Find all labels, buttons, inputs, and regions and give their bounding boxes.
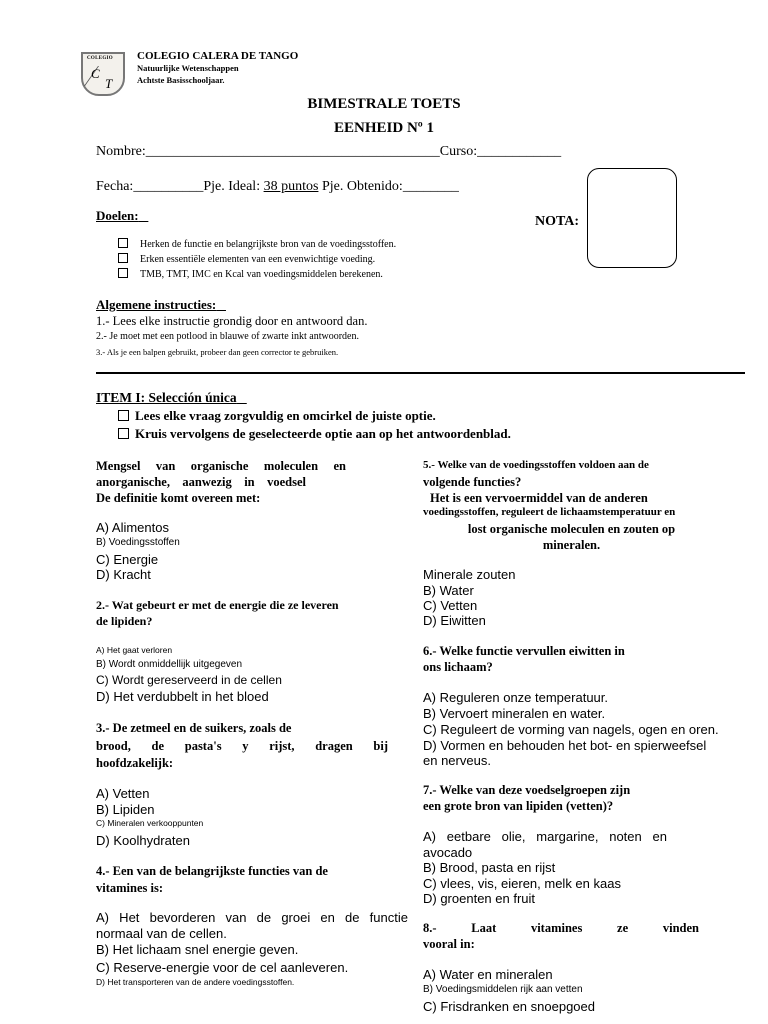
q2-line: 2.- Wat gebeurt er met de energie die ze leveren (96, 598, 339, 612)
q1-line: anorganische, aanwezig in voedsel (96, 475, 306, 489)
instructie-3: 3.- Als je een balpen gebruikt, probeer dan geen corrector te gebruiken. (96, 347, 339, 357)
doel-item: Herken de functie en belangrijkste bron van de voedingsstoffen. (118, 238, 396, 250)
q5-line: mineralen. (542, 538, 601, 552)
q7-line: 7.- Welke van deze voedselgroepen zijn (423, 783, 631, 797)
q7-option-a[interactable]: A) eetbare olie, margarine, noten en (423, 829, 667, 844)
q6-option-a[interactable]: A) Reguleren onze temperatuur. (423, 690, 608, 705)
q4-line: 4.- Een van de belangrijkste functies van de (96, 864, 328, 878)
q4-option-b[interactable]: B) Het lichaam snel energie geven. (96, 942, 299, 957)
q4-line: vitamines is: (96, 881, 164, 895)
q7-option-a-cont[interactable]: avocado (423, 845, 473, 860)
q8-option-b[interactable]: B) Voedingsmiddelen rijk aan vetten (423, 984, 583, 995)
instructie-1: 1.- Lees elke instructie grondig door en antwoord dan. (96, 314, 368, 328)
q4-option-c[interactable]: C) Reserve-energie voor de cel aanleveren. (96, 960, 349, 975)
q5-option-c[interactable]: C) Vetten (423, 598, 478, 613)
q5-line: lost organische moleculen en zouten op (467, 522, 676, 536)
q8-option-a[interactable]: A) Water en mineralen (423, 967, 553, 982)
q4-option-a-cont[interactable]: normaal van de cellen. (96, 926, 227, 941)
q1-line: Mengsel van organische moleculen en (96, 459, 346, 473)
q1-option-a[interactable]: A) Alimentos (96, 520, 169, 535)
q1-option-d[interactable]: D) Kracht (96, 567, 151, 582)
q2-option-a[interactable]: A) Het gaat verloren (96, 645, 173, 655)
item1-instruction-1: Lees elke vraag zorgvuldig en omcirkel de juiste optie. (118, 408, 436, 424)
grade-name: Achtste Basisschooljaar. (137, 75, 225, 85)
q3-line: 3.- De zetmeel en de suikers, zoals de (96, 721, 292, 735)
logo-letter-t: T (105, 76, 113, 91)
q6-option-b[interactable]: B) Vervoert mineralen en water. (423, 706, 606, 721)
q6-line: 6.- Welke functie vervullen eiwitten in (423, 644, 625, 658)
q2-option-d[interactable]: D) Het verdubbelt in het bloed (96, 689, 269, 704)
q7-option-b[interactable]: B) Brood, pasta en rijst (423, 860, 556, 875)
q8-option-c[interactable]: C) Frisdranken en snoepgoed (423, 999, 595, 1014)
instructie-2: 2.- Je moet met een potlood in blauwe of zwarte inkt antwoorden. (96, 331, 359, 342)
q3-option-b[interactable]: B) Lipiden (96, 802, 155, 817)
q1-option-c[interactable]: C) Energie (96, 552, 159, 567)
q3-option-a[interactable]: A) Vetten (96, 786, 150, 801)
q1-line: De definitie komt overeen met: (96, 491, 261, 505)
q4-option-d[interactable]: D) Het transporteren van de andere voedingsstoffen. (96, 977, 295, 987)
q7-option-c[interactable]: C) vlees, vis, eieren, melk en kaas (423, 876, 621, 891)
q2-option-b[interactable]: B) Wordt onmiddellijk uitgegeven (96, 659, 243, 670)
q6-option-d-cont[interactable]: en nerveus. (423, 753, 491, 768)
test-title: BIMESTRALE TOETS (307, 96, 461, 112)
q6-option-d[interactable]: D) Vormen en behouden het bot- en spierweefsel (423, 738, 707, 753)
school-name: COLEGIO CALERA DE TANGO (137, 50, 299, 62)
q2-line: de lipiden? (96, 614, 153, 628)
nota-box[interactable] (587, 168, 677, 268)
q5-line: volgende functies? (423, 475, 522, 489)
q6-line: ons lichaam? (423, 660, 493, 674)
doel-item: TMB, TMT, IMC en Kcal van voedingsmiddelen berekenen. (118, 268, 383, 280)
q5-line: voedingsstoffen, reguleert de lichaamstemperatuur en (423, 506, 676, 518)
item1-heading: ITEM I: Selección única (96, 390, 237, 405)
instructies-heading: Algemene instructies: (96, 297, 217, 312)
nota-label: NOTA: (535, 214, 580, 229)
score-fields[interactable]: Fecha:__________Pje. Ideal: 38 puntos Pje. Obtenido:________ (96, 179, 459, 194)
q8-line: 8.- Laat vitamines ze vinden (423, 921, 699, 935)
q5-option-d[interactable]: D) Eiwitten (423, 613, 486, 628)
school-logo (81, 52, 125, 96)
doelen-heading: Doelen: (96, 208, 139, 223)
q2-option-c[interactable]: C) Wordt gereserveerd in de cellen (96, 673, 282, 687)
subject-name: Natuurlijke Wetenschappen (137, 63, 239, 73)
q3-line: brood, de pasta's y rijst, dragen bij (96, 739, 388, 753)
q5-option-a[interactable]: Minerale zouten (423, 567, 516, 582)
nombre-field[interactable]: Nombre:__________________________________________Curso:____________ (96, 144, 562, 159)
q4-option-a[interactable]: A) Het bevorderen van de groei en de functie (96, 910, 408, 925)
q8-line: vooral in: (423, 937, 475, 951)
q3-option-c[interactable]: C) Mineralen verkooppunten (96, 818, 204, 828)
q3-line: hoofdzakelijk: (96, 756, 174, 770)
q7-line: een grote bron van lipiden (vetten)? (423, 799, 614, 813)
unit-title: EENHEID Nº 1 (334, 120, 434, 136)
divider (96, 372, 745, 374)
q7-option-d[interactable]: D) groenten en fruit (423, 891, 536, 906)
q5-line: 5.- Welke van de voedingsstoffen voldoen aan de (423, 459, 649, 471)
doel-item: Erken essentiële elementen van een evenwichtige voeding. (118, 253, 375, 265)
logo-text: COLEGIO (87, 56, 113, 61)
q5-option-b[interactable]: B) Water (423, 583, 474, 598)
logo-letter-c: C (91, 66, 100, 81)
q6-option-c[interactable]: C) Reguleert de vorming van nagels, ogen en oren. (423, 722, 719, 737)
item1-instruction-2: Kruis vervolgens de geselecteerde optie aan op het antwoordenblad. (118, 426, 511, 442)
q3-option-d[interactable]: D) Koolhydraten (96, 833, 190, 848)
q1-option-b[interactable]: B) Voedingsstoffen (96, 537, 180, 548)
q5-line: Het is een vervoermiddel van de anderen (430, 491, 648, 505)
